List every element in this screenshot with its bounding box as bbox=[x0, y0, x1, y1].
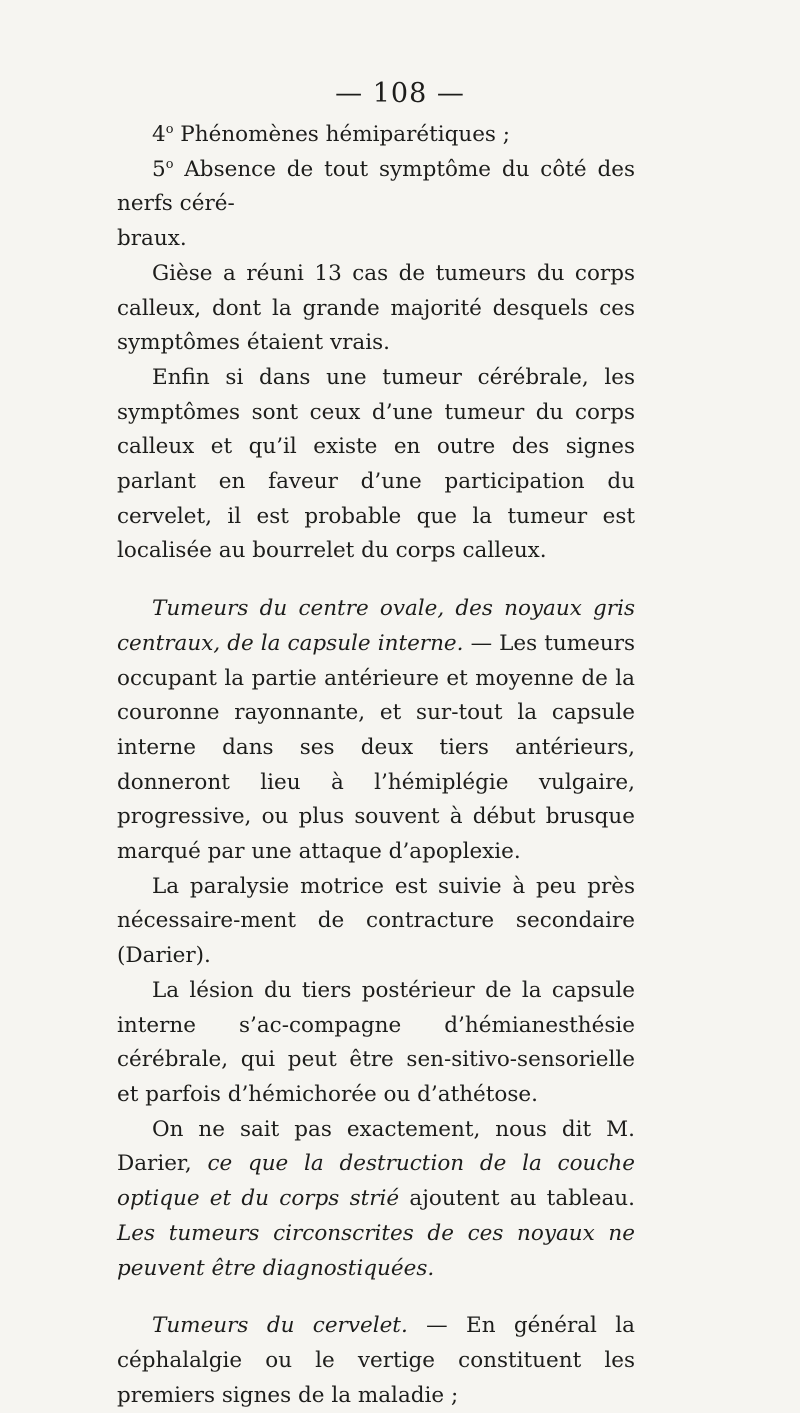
paragraph-paralysie: La paralysie motrice est suivie à peu près nécessaire-ment de contracture secondaire (Darier). bbox=[117, 873, 635, 969]
list-item-4: 4$^o$ Phénomènes hémiparétiques ; bbox=[152, 121, 511, 147]
section-centre-ovale: Tumeurs du centre ovale, des noyaux gris centraux, de la capsule interne. — Les tumeurs occupant la partie antérieure et moyenne de la couronne rayonnante, et sur-tout la capsule interne dans ses deux tiers antérieurs, donneront lieu à l’hémiplégie vulgaire, progressive, ou plus souvent à début brusque marqué par une attaque d’apoplexie. bbox=[117, 596, 636, 865]
section-title: Tumeurs du centre ovale, des noyaux gris centraux, de la capsule interne. bbox=[117, 596, 635, 656]
page-body bbox=[117, 118, 635, 1413]
paragraph-bourrelet: Enfin si dans une tumeur cérébrale, les symptômes sont ceux d’une tumeur du corps calleux et qu’il existe en outre des signes parlant en faveur d’une participation du cervelet, il est probable que la tumeur est localisée au bourrelet du corps calleux. bbox=[117, 364, 635, 564]
section-title: Tumeurs du cervelet. bbox=[152, 1313, 408, 1339]
page-number: — 108 — bbox=[335, 78, 465, 109]
paragraph-darier: On ne sait pas exactement, nous dit M. Darier, ce que la destruction de la couche optique et du corps strié ajoutent au tableau. Les tumeurs circonscrites de ces noyaux ne peuvent être diagnostiquées. bbox=[117, 1116, 635, 1281]
section-cervelet: Tumeurs du cervelet. — En général la céphalalgie ou le vertige constituent les premiers signes de la maladie ; bbox=[117, 1313, 635, 1408]
paragraph-lesion: La lésion du tiers postérieur de la capsule interne s’ac-compagne d’hémianesthésie cérébrale, qui peut être sen-sitivo-sensorielle et parfois d’hémichorée ou d’athétose. bbox=[117, 977, 635, 1107]
list-item-5: 5$^o$ Absence de tout symptôme du côté des nerfs céré- bbox=[117, 156, 635, 217]
list-item-5-continuation: braux. bbox=[117, 226, 187, 252]
paragraph-giese: Gièse a réuni 13 cas de tumeurs du corps calleux, dont la grande majorité desquels ces symptômes étaient vrais. bbox=[117, 260, 635, 356]
